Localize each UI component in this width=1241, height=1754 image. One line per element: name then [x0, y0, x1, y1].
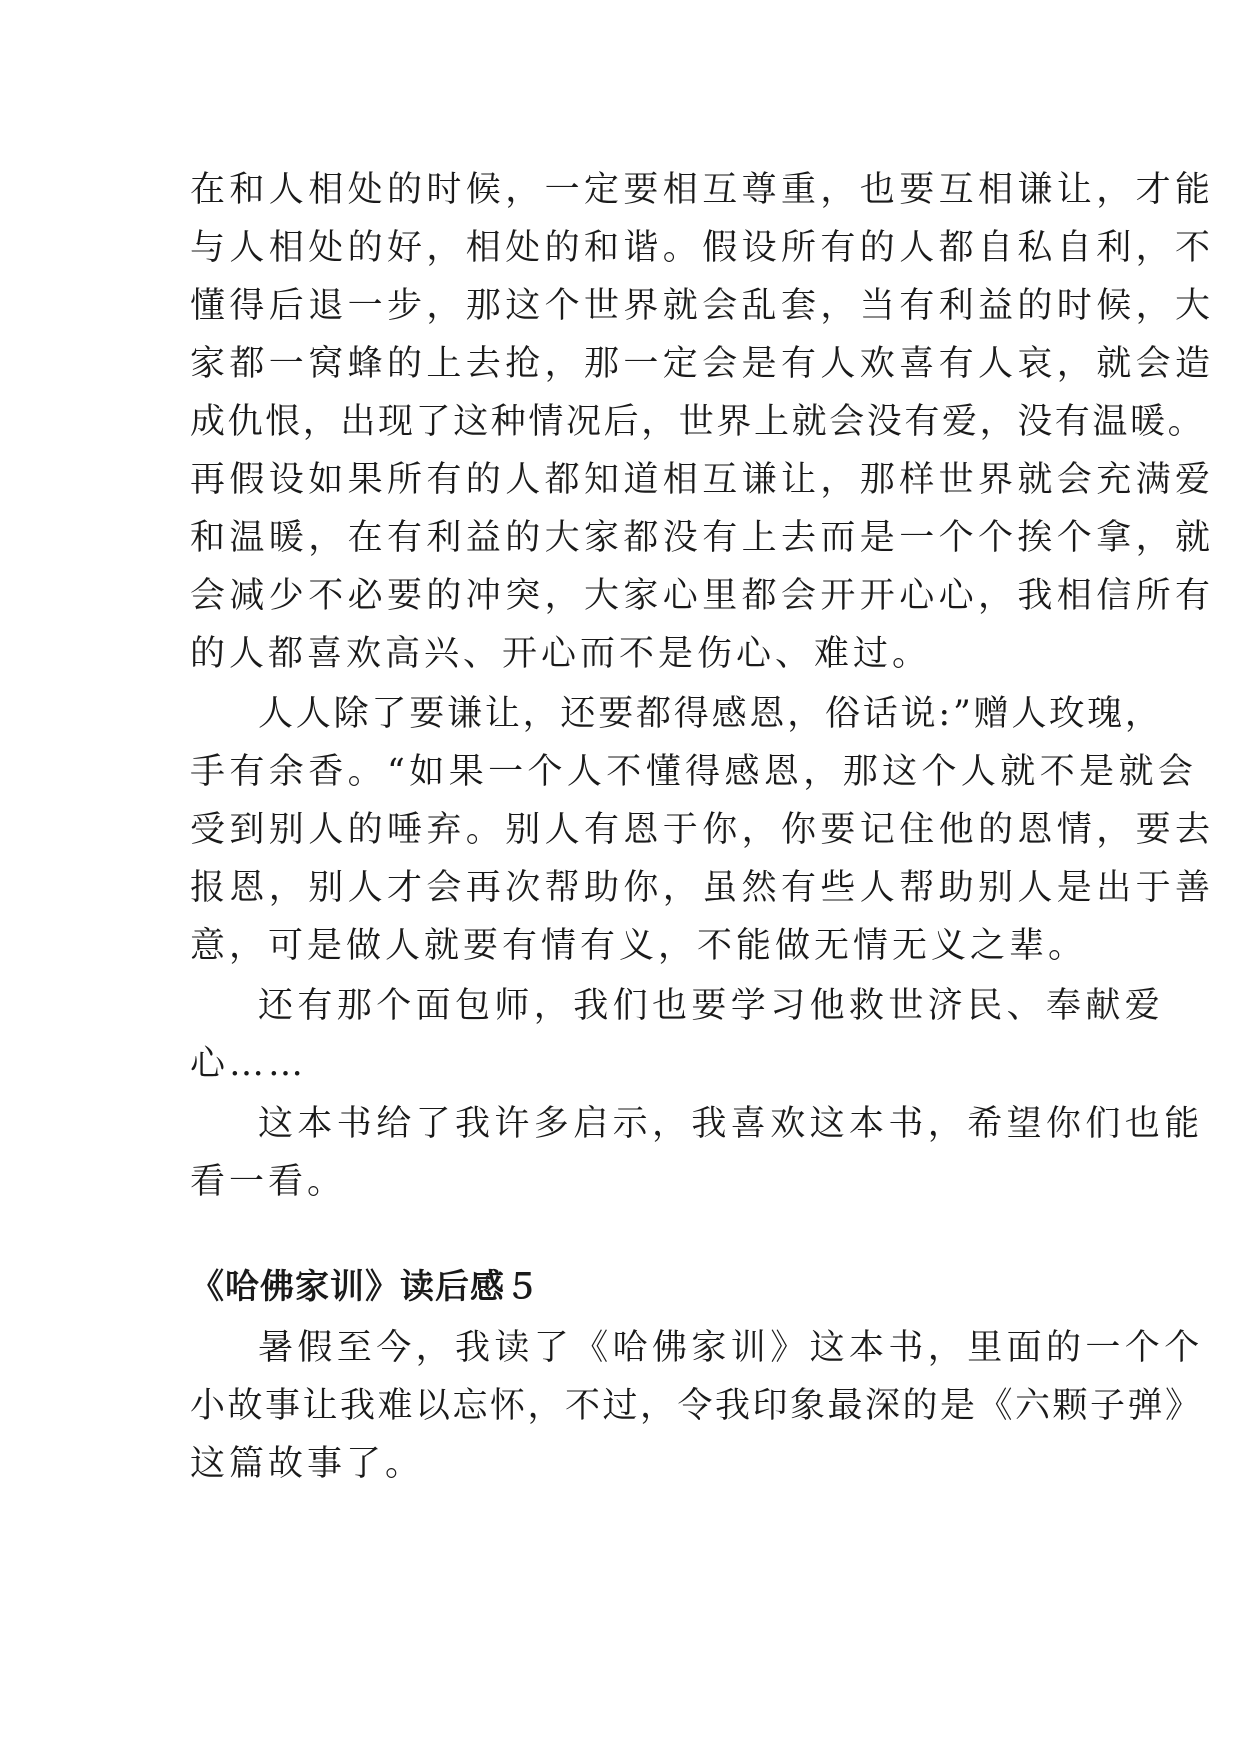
- paragraph-line: 人人除了要谦让，还要都得感恩，俗话说:”赠人玫瑰，: [258, 694, 1163, 734]
- paragraph-line: 与人相处的好，相处的和谐。假设所有的人都自私自利，不: [190, 228, 1215, 268]
- paragraph-line: 在和人相处的时候，一定要相互尊重，也要互相谦让，才能: [190, 170, 1215, 210]
- paragraph-line: 成仇恨，出现了这种情况后，世界上就会没有爱，没有温暖。: [190, 402, 1206, 442]
- paragraph-line: 这本书给了我许多启示，我喜欢这本书，希望你们也能: [258, 1104, 1204, 1144]
- paragraph-line: 会减少不必要的冲突，大家心里都会开开心心，我相信所有: [190, 576, 1215, 616]
- paragraph-line: 心……: [190, 1044, 308, 1084]
- paragraph-line: 再假设如果所有的人都知道相互谦让，那样世界就会充满爱: [190, 460, 1215, 500]
- paragraph-line: 和温暖，在有利益的大家都没有上去而是一个个挨个拿，就: [190, 518, 1215, 558]
- paragraph-line: 意，可是做人就要有情有义，不能做无情无义之辈。: [190, 926, 1088, 966]
- paragraph-line: 懂得后退一步，那这个世界就会乱套，当有利益的时候，大: [190, 286, 1215, 326]
- paragraph-line: 家都一窝蜂的上去抢，那一定会是有人欢喜有人哀，就会造: [190, 344, 1215, 384]
- paragraph-line: 这篇故事了。: [190, 1444, 425, 1484]
- paragraph-line: 报恩，别人才会再次帮助你，虽然有些人帮助别人是出于善: [190, 868, 1215, 908]
- paragraph-line: 小故事让我难以忘怀，不过，令我印象最深的是《六颗子弹》: [190, 1386, 1203, 1426]
- paragraph-line: 暑假至今，我读了《哈佛家训》这本书，里面的一个个: [258, 1328, 1204, 1368]
- paragraph-line: 看一看。: [190, 1162, 347, 1202]
- paragraph-line: 受到别人的唾弃。别人有恩于你，你要记住他的恩情，要去: [190, 810, 1215, 850]
- paragraph-line: 的人都喜欢高兴、开心而不是伤心、难过。: [190, 634, 932, 674]
- paragraph-line: 还有那个面包师，我们也要学习他救世济民、奉献爱: [258, 986, 1165, 1026]
- paragraph-line: 手有余香。“如果一个人不懂得感恩，那这个人就不是就会: [190, 752, 1198, 792]
- section-heading: 《哈佛家训》读后感５: [190, 1267, 540, 1307]
